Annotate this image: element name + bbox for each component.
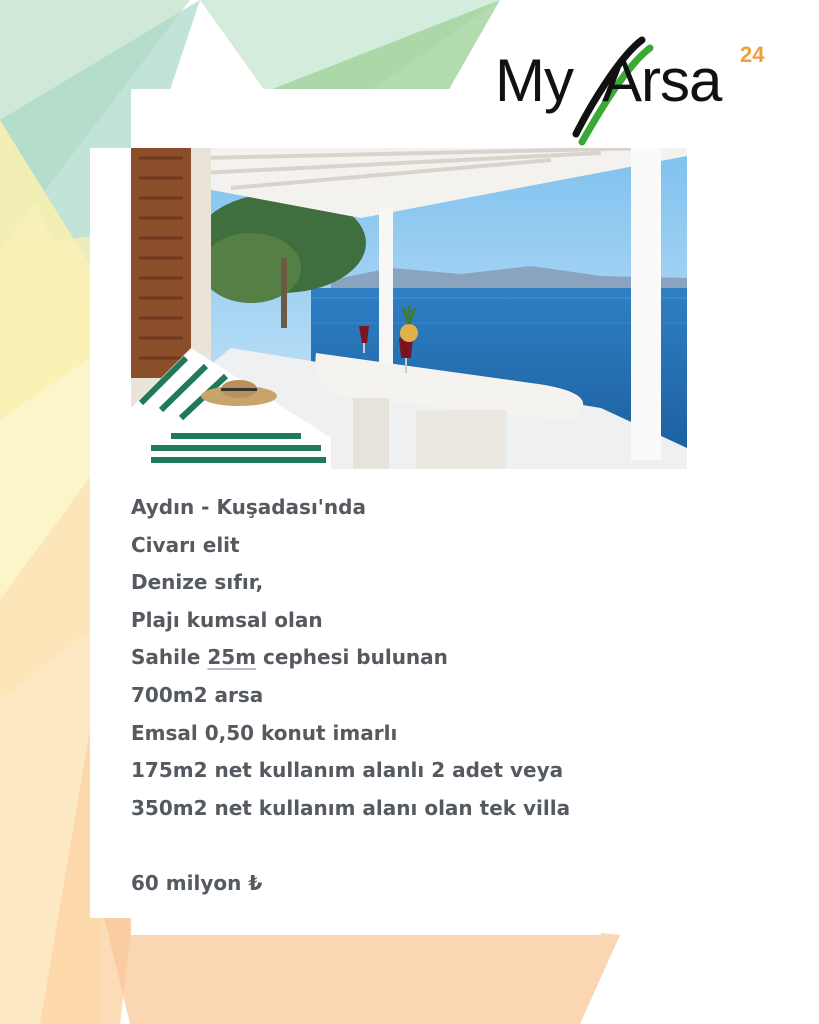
- listing-location: Aydın - Kuşadası'nda: [131, 495, 366, 519]
- brand-logo: [495, 36, 785, 146]
- logo-text-arsa: Arsa: [602, 47, 722, 114]
- spacer: [131, 830, 570, 868]
- logo-text-my: My: [495, 47, 573, 114]
- logo-number: 24: [740, 42, 765, 67]
- listing-sea-front: Denize sıfır,: [131, 570, 264, 595]
- listing-photo: [131, 148, 687, 469]
- terrace-sea-view-image: [131, 148, 687, 469]
- frontage-prefix: Sahile: [131, 645, 208, 670]
- frontage-value: 25m: [207, 645, 257, 670]
- listing-option-single-villa: 350m2 net kullanım alanı olan tek villa: [131, 795, 571, 820]
- listing-zoning: Emsal 0,50 konut imarlı: [131, 720, 398, 745]
- frontage-suffix: cephesi bulunan: [256, 645, 448, 670]
- listing-description: [131, 492, 570, 906]
- listing-price: 60 milyon ₺: [131, 870, 263, 895]
- listing-neighborhood: Civarı elit: [131, 532, 240, 557]
- listing-frontage: [131, 642, 570, 680]
- listing-option-two-units: 175m2 net kullanım alanlı 2 adet veya: [131, 758, 564, 783]
- listing-beach: Plajı kumsal olan: [131, 607, 323, 632]
- listing-area: 700m2 arsa: [131, 682, 264, 707]
